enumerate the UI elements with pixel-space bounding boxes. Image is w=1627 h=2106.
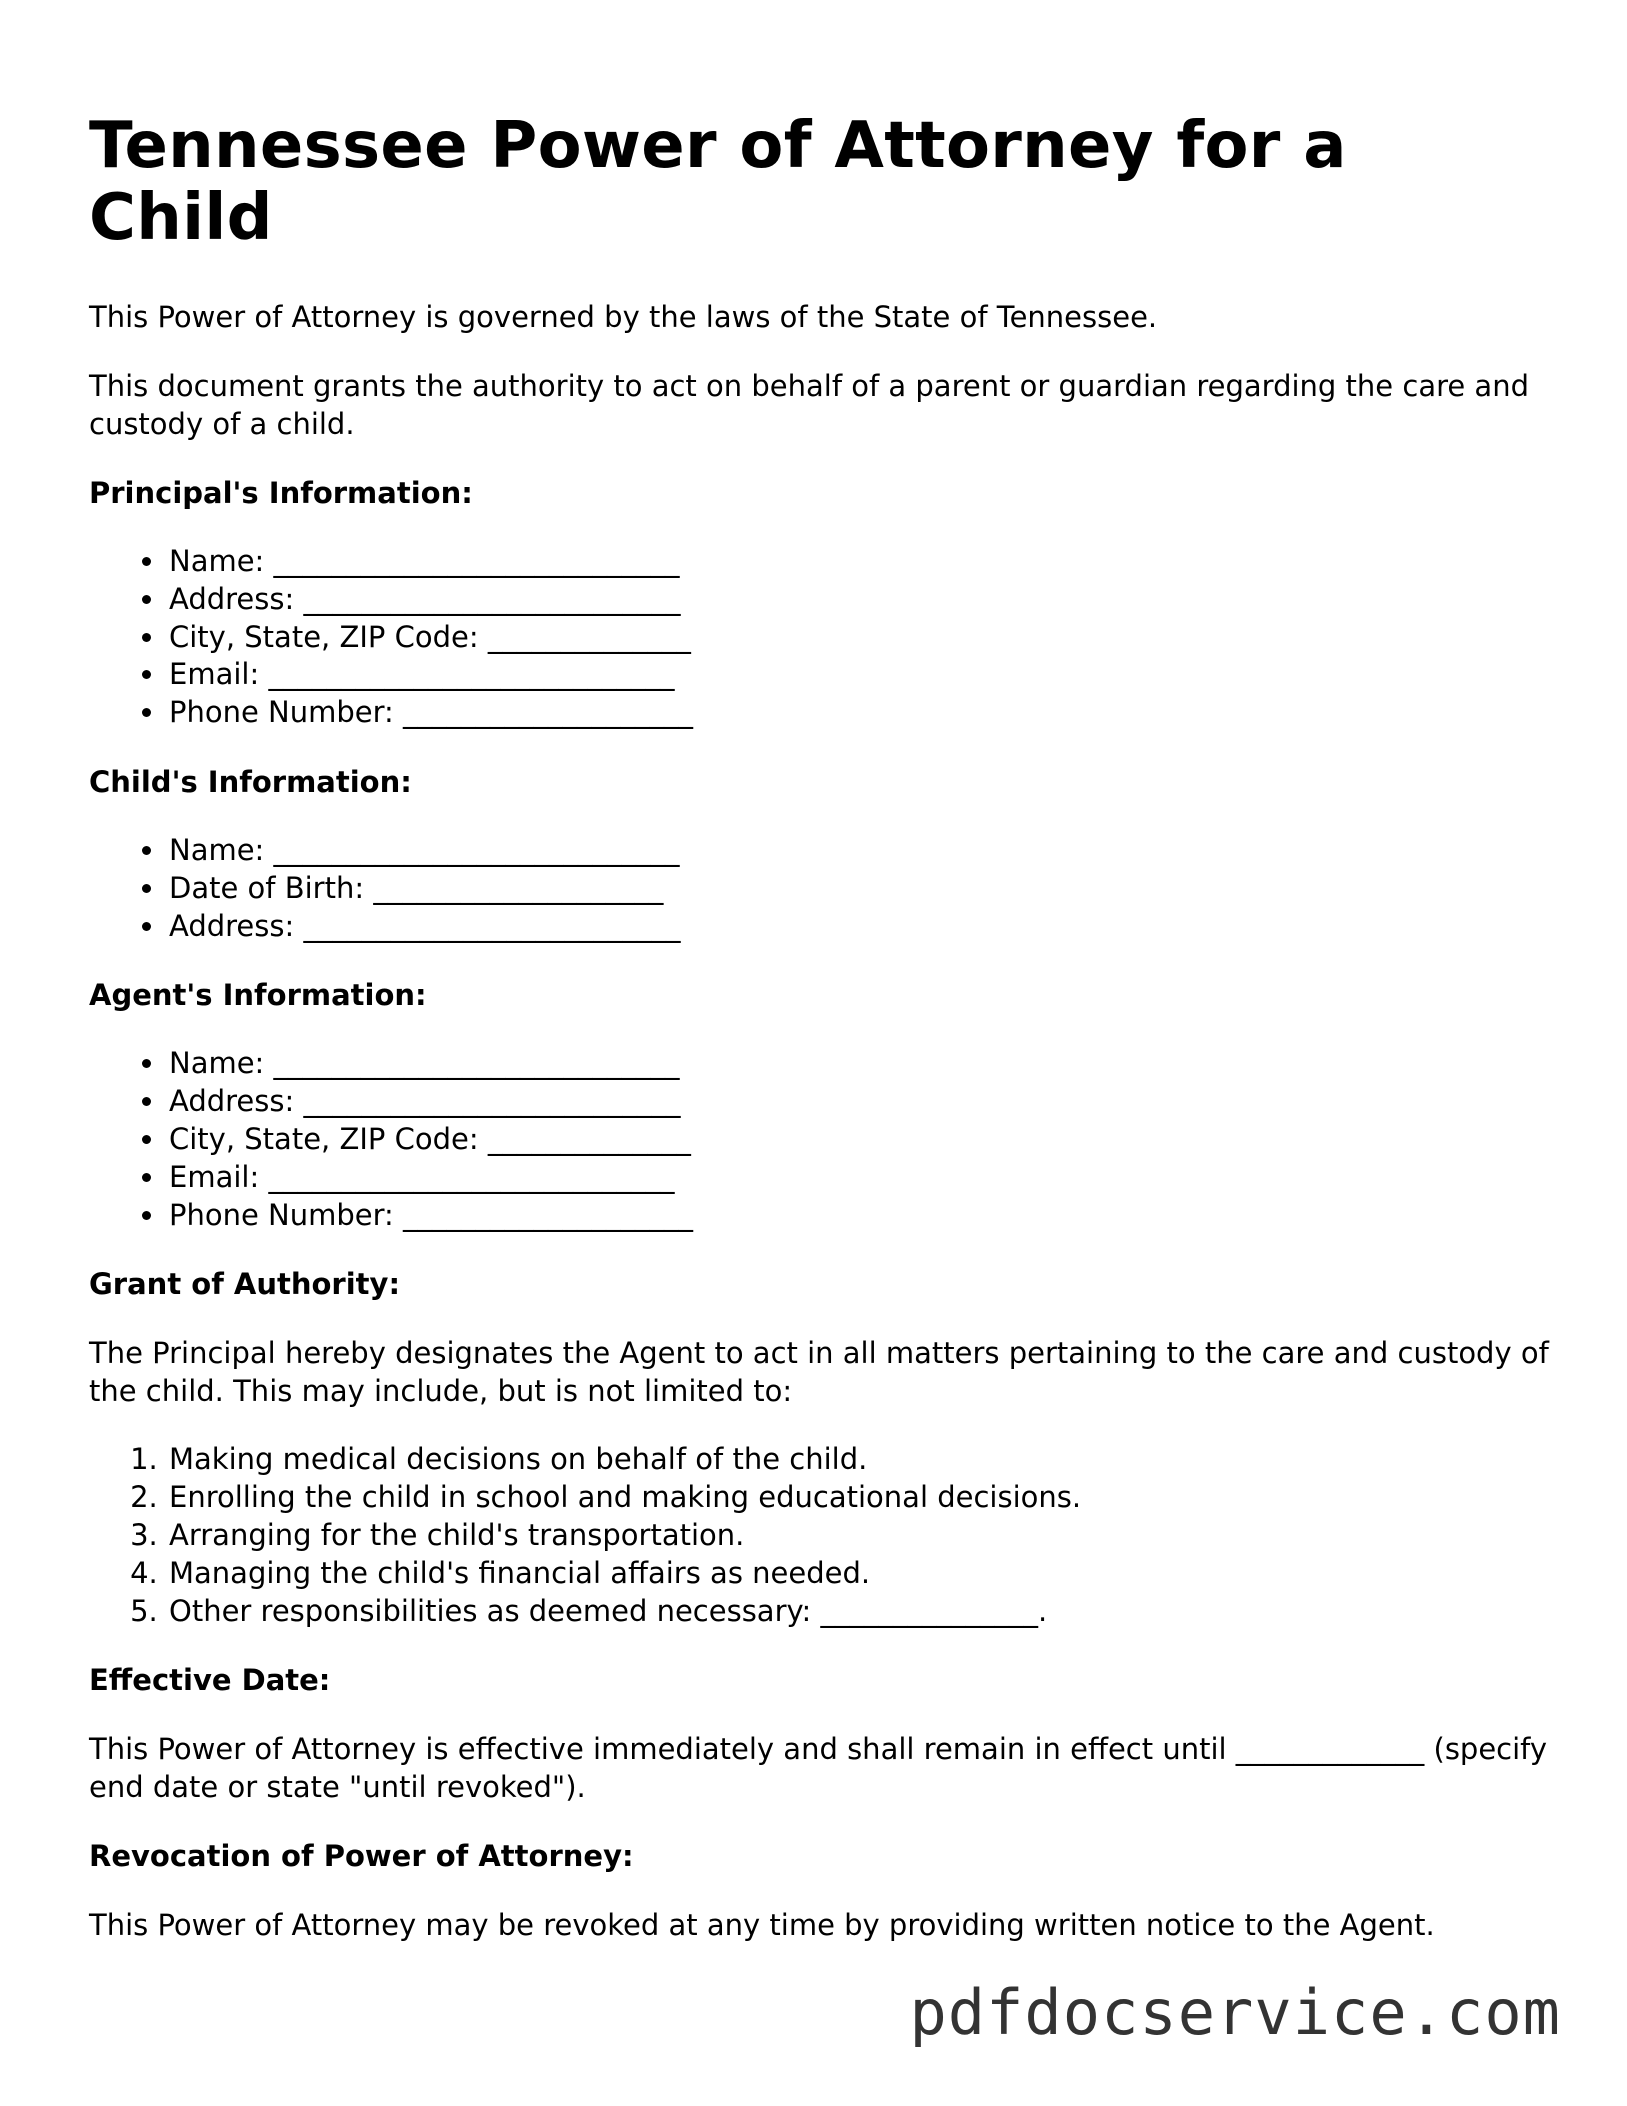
child-heading: Child's Information:: [89, 764, 412, 799]
child-dob-field: • Date of Birth: ____________________: [167, 870, 1549, 908]
principal-city-state-zip-field: • City, State, ZIP Code: ______________: [167, 619, 1549, 657]
grant-heading: Grant of Authority:: [89, 1267, 401, 1302]
watermark-text: pdfdocservice.com: [909, 1976, 1561, 2049]
principal-fields-list: [89, 543, 1549, 732]
agent-address-field: • Address: __________________________: [167, 1083, 1549, 1121]
child-address-field: • Address: __________________________: [167, 908, 1549, 946]
document-title: Tennessee Power of Attorney for a Child: [89, 109, 1347, 255]
document-page: [89, 110, 1549, 1975]
grant-item-medical: 1. Making medical decisions on behalf of the child.: [167, 1441, 1549, 1479]
principal-name-field: • Name: ____________________________: [167, 543, 1549, 581]
agent-fields-list: [89, 1045, 1549, 1234]
agent-city-state-zip-field: • City, State, ZIP Code: ______________: [167, 1121, 1549, 1159]
agent-email-field: • Email: ____________________________: [167, 1159, 1549, 1197]
revocation-heading: Revocation of Power of Attorney:: [89, 1839, 634, 1874]
governing-law-paragraph: This Power of Attorney is governed by the laws of the State of Tennessee.: [89, 300, 1158, 334]
grant-paragraph: The Principal hereby designates the Agent to act in all matters pertaining to the care and custody of the child. This may include, but is not limited to:: [89, 1336, 1549, 1409]
agent-heading: Agent's Information:: [89, 978, 427, 1013]
child-fields-list: [89, 832, 1549, 945]
grant-item-financial: 4. Managing the child's financial affairs as needed.: [167, 1555, 1549, 1593]
grant-items-list: [89, 1441, 1549, 1630]
grant-item-transportation: 3. Arranging for the child's transportation.: [167, 1517, 1549, 1555]
grant-item-other: 5. Other responsibilities as deemed necessary: _______________.: [167, 1593, 1549, 1631]
principal-email-field: • Email: ____________________________: [167, 656, 1549, 694]
child-name-field: • Name: ____________________________: [167, 832, 1549, 870]
principal-heading: Principal's Information:: [89, 476, 473, 510]
effective-paragraph: This Power of Attorney is effective immediately and shall remain in effect until _____________ (specify end date or state "until revoked").: [89, 1732, 1548, 1805]
revocation-paragraph: This Power of Attorney may be revoked at any time by providing written notice to the Agent.: [89, 1908, 1435, 1943]
principal-phone-field: • Phone Number: ____________________: [167, 694, 1549, 732]
effective-heading: Effective Date:: [89, 1663, 331, 1698]
principal-address-field: • Address: __________________________: [167, 581, 1549, 619]
agent-name-field: • Name: ____________________________: [167, 1045, 1549, 1083]
purpose-paragraph: This document grants the authority to act on behalf of a parent or guardian regarding the care and custody of a child.: [89, 369, 1529, 441]
grant-item-school: 2. Enrolling the child in school and making educational decisions.: [167, 1479, 1549, 1517]
agent-phone-field: • Phone Number: ____________________: [167, 1197, 1549, 1235]
